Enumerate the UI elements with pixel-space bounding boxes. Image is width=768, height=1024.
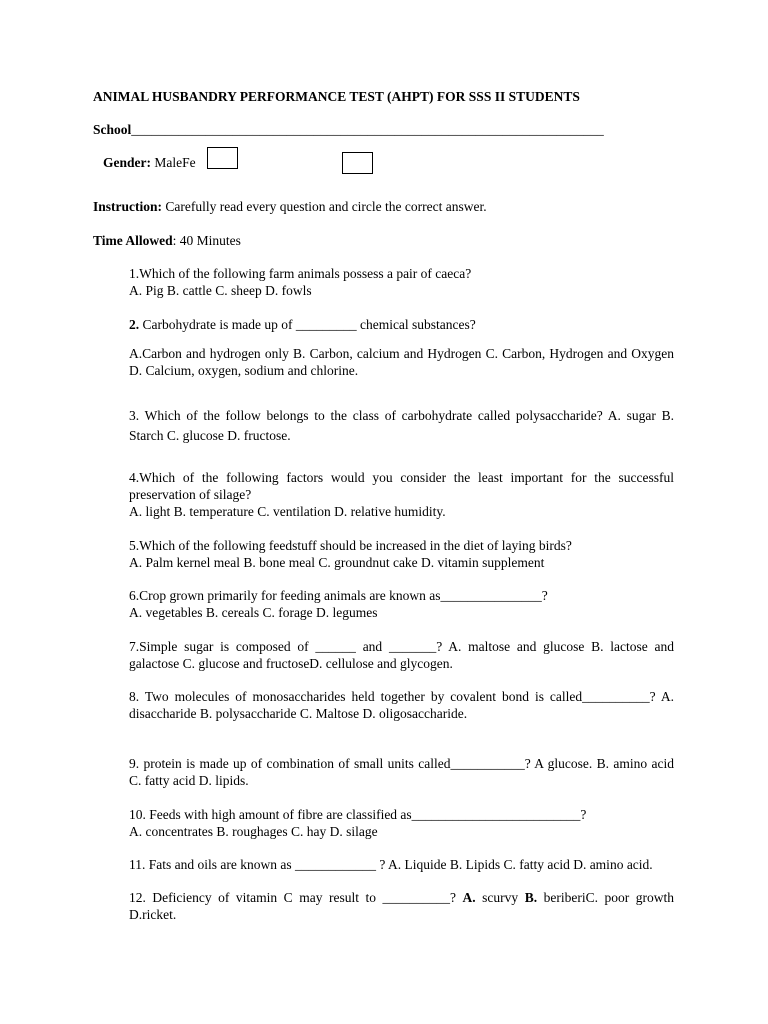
question-stem: 4.Which of the following factors would you consider the least important for the successful preservation of silage? bbox=[129, 470, 674, 502]
option-a-label: A. bbox=[462, 890, 476, 905]
question-4 bbox=[129, 469, 674, 520]
question-stem: 12. Deficiency of vitamin C may result to __________? bbox=[129, 890, 463, 905]
time-label: Time Allowed bbox=[93, 233, 173, 248]
question-stem: 5.Which of the following feedstuff should be increased in the diet of laying birds? bbox=[129, 538, 572, 553]
page-title: ANIMAL HUSBANDRY PERFORMANCE TEST (AHPT) FOR SSS II STUDENTS bbox=[93, 89, 580, 104]
question-options: A. Palm kernel meal B. bone meal C. groundnut cake D. vitamin supplement bbox=[129, 555, 545, 570]
question-stem: 6.Crop grown primarily for feeding animals are known as_______________? bbox=[129, 588, 548, 603]
question-11: 11. Fats and oils are known as ____________ ? A. Liquide B. Lipids C. fatty acid D. amino acid. bbox=[129, 857, 653, 872]
question-options-rest: beriberiC. poor growth D.ricket. bbox=[129, 890, 674, 922]
question-options: A. concentrates B. roughages C. hay D. silage bbox=[129, 824, 378, 839]
question-6 bbox=[129, 587, 674, 621]
time-text: : 40 Minutes bbox=[172, 233, 241, 248]
question-1 bbox=[129, 265, 674, 299]
school-label: School bbox=[93, 122, 132, 137]
question-10 bbox=[129, 806, 674, 840]
question-stem: Carbohydrate is made up of _________ chemical substances? bbox=[139, 317, 476, 332]
instruction-text: Carefully read every question and circle the correct answer. bbox=[162, 199, 487, 214]
gender-label: Gender: bbox=[103, 155, 151, 170]
school-blank-line: ______________________________________________________________________ bbox=[131, 122, 604, 137]
male-checkbox[interactable] bbox=[207, 147, 238, 169]
question-options: A. Pig B. cattle C. sheep D. fowls bbox=[129, 283, 312, 298]
question-options: A. light B. temperature C. ventilation D. relative humidity. bbox=[129, 504, 446, 519]
question-5 bbox=[129, 537, 674, 571]
option-a-text: scurvy bbox=[475, 890, 525, 905]
question-9: 9. protein is made up of combination of small units called___________? A glucose. B. amino acid C. fatty acid D. lipids. bbox=[129, 756, 674, 788]
question-stem: 1.Which of the following farm animals possess a pair of caeca? bbox=[129, 266, 472, 281]
question-12 bbox=[129, 889, 674, 923]
female-checkbox[interactable] bbox=[342, 152, 373, 174]
question-number: 2. bbox=[129, 317, 140, 332]
option-b-label: B. bbox=[524, 890, 538, 905]
gender-field bbox=[103, 154, 196, 171]
question-3: 3. Which of the follow belongs to the class of carbohydrate called polysaccharide? A. sugar B. Starch C. glucose D. fructose. bbox=[129, 408, 674, 443]
question-2-options: A.Carbon and hydrogen only B. Carbon, calcium and Hydrogen C. Carbon, Hydrogen and Oxygen D. Calcium, oxygen, sodium and chlorine. bbox=[129, 346, 674, 378]
gender-options: MaleFe bbox=[154, 155, 196, 170]
question-2 bbox=[129, 316, 674, 333]
instruction-label: Instruction: bbox=[93, 199, 163, 214]
question-8: 8. Two molecules of monosaccharides held together by covalent bond is called__________? A. disaccharide B. polysaccharide C. Maltose D. oligosaccharide. bbox=[129, 689, 674, 721]
instruction bbox=[93, 198, 487, 215]
question-7: 7.Simple sugar is composed of ______ and _______? A. maltose and glucose B. lactose and galactose C. glucose and fructoseD. cellulose and glycogen. bbox=[129, 639, 674, 671]
time-allowed bbox=[93, 232, 241, 249]
question-options: A. vegetables B. cereals C. forage D. legumes bbox=[129, 605, 378, 620]
question-stem: 10. Feeds with high amount of fibre are classified as_________________________? bbox=[129, 807, 587, 822]
school-field bbox=[93, 121, 604, 138]
